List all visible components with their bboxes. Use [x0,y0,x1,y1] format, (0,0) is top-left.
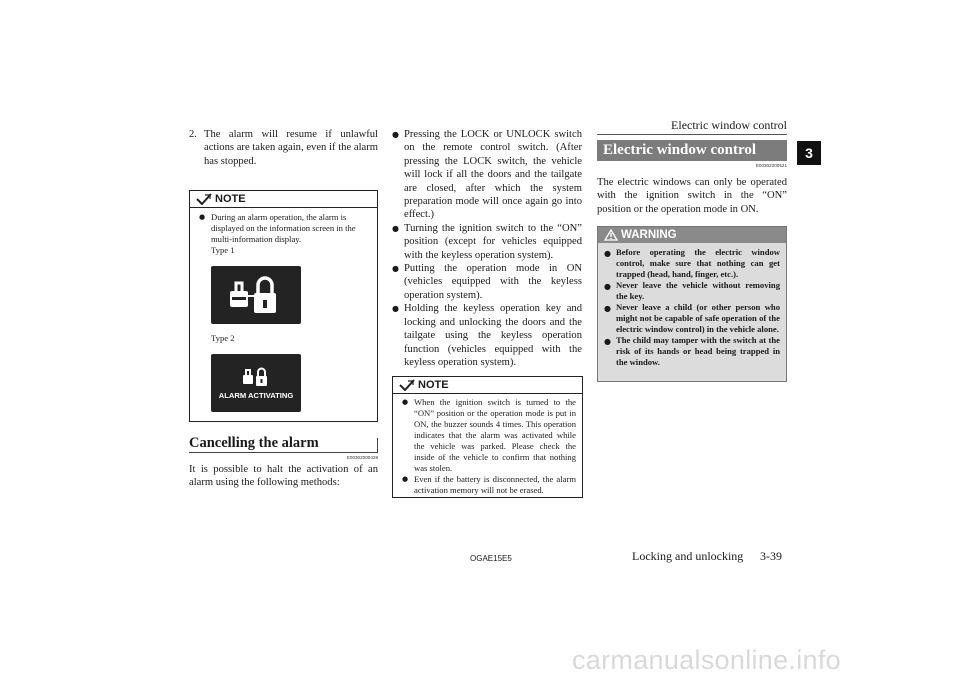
warning-box [597,226,787,382]
bullet-icon: ● [402,398,409,406]
section-title: Cancelling the alarm [189,435,319,451]
alarm-activating-text: ALARM ACTIVATING [218,390,294,400]
note-bullet [402,474,576,496]
warning-bullet [604,247,780,280]
note-text: When the ignition switch is turned to the “ON” position or the operation mode is put in ON, the buzzer sounds 4 times. This operation indicates that the alarm was activated while the vehicle was parked. Please check the inside of the vehicle to confirm that nothing was stolen. [414,397,576,473]
list-item [392,128,582,222]
list-item [392,262,582,302]
bullet-icon: ● [392,264,399,274]
bullet-icon: ● [604,249,611,258]
chapter-tab: 3 [797,141,821,165]
section-title-rule [189,452,378,453]
list-item-text: Pressing the LOCK or UNLOCK switch on the remote control switch. (After pressing the LOCK switch, the vehicle will lock if all the doors and the tailgate are closed, after which the system preparation mode will once again go into effect.) [404,129,582,221]
section-text: The electric windows can only be operated with the ignition switch in the “ON” position or the operation mode in ON. [597,177,787,215]
warning-text: Never leave the vehicle without removing the key. [616,280,780,301]
warning-bullet [604,280,780,302]
note-bullet [402,397,576,474]
display-type1 [211,266,301,324]
note-label: NOTE [418,379,449,391]
security-alarm-icon [242,367,270,387]
warning-bullet [604,335,780,368]
security-alarm-icon [228,275,284,315]
list-item-text: Holding the keyless operation key and locking and unlocking the doors and the tailgate using the keyless operation function (vehicles equipped with the keyless operation system). [404,303,582,368]
note-label: NOTE [215,193,246,205]
item-number: 2. [189,129,197,140]
bullet-icon: ● [392,130,399,139]
list-item [392,222,582,262]
type2-label: Type 2 [211,333,235,343]
footer-code: OGAE15E5 [470,554,512,563]
display-type2 [211,354,301,412]
bullet-icon: ● [402,475,409,483]
note-box [189,190,378,422]
warning-header [598,227,786,243]
method-list [392,128,582,369]
note-text: During an alarm operation, the alarm is displayed on the information screen in the multi-information display. [211,212,356,244]
footer-page-number: 3-39 [760,549,782,563]
warning-triangle-icon [604,229,618,241]
section-title-bar: Electric window control [597,140,787,161]
warning-text: Before operating the electric window control, make sure that nothing can get trapped (head, hand, finger, etc.). [616,247,780,279]
bullet-icon: ● [604,304,611,313]
bullet-icon: ● [604,282,611,291]
section-text: It is possible to halt the activation of an alarm using the following methods: [189,464,378,489]
section-code: E00302200521 [755,163,787,168]
bullet-icon: ● [392,223,399,233]
section-title-tick [377,438,378,452]
item-text: The alarm will resume if unlawful actions are taken again, even if the alarm has stopped. [204,129,378,167]
note-bullet [199,212,370,256]
warning-text: Never leave a child (or other person who might not be capable of safe operation of the electric window control) in the vehicle alone. [616,302,780,334]
header-rule [597,134,787,135]
note-header [393,377,582,394]
note-header [190,191,377,208]
footer-section: Locking and unlocking [632,549,744,563]
list-item-text: Turning the ignition switch to the “ON” position (except for vehicles equipped with the keyless operation system). [404,222,582,261]
list-item [392,302,582,369]
bullet-icon: ● [604,337,611,346]
warning-text: The child may tamper with the switch at the risk of its hands or head being trapped in the window. [616,335,780,367]
warning-label: WARNING [621,229,677,241]
running-header: Electric window control [671,118,787,132]
warning-bullet [604,302,780,335]
bullet-icon: ● [392,304,399,314]
section-code: E00302000428 [346,455,378,460]
list-item-text: Putting the operation mode in ON (vehicles equipped with the keyless operation system). [404,263,582,301]
note-box [392,376,583,498]
note-text: Even if the battery is disconnected, the alarm activation memory will not be erased. [414,474,576,495]
note-icon [399,379,415,391]
note-icon [196,193,212,205]
watermark: carmanualsonline.info [572,645,841,675]
numbered-item [189,128,378,168]
bullet-icon: ● [199,213,206,221]
type1-label: Type 1 [211,245,235,255]
